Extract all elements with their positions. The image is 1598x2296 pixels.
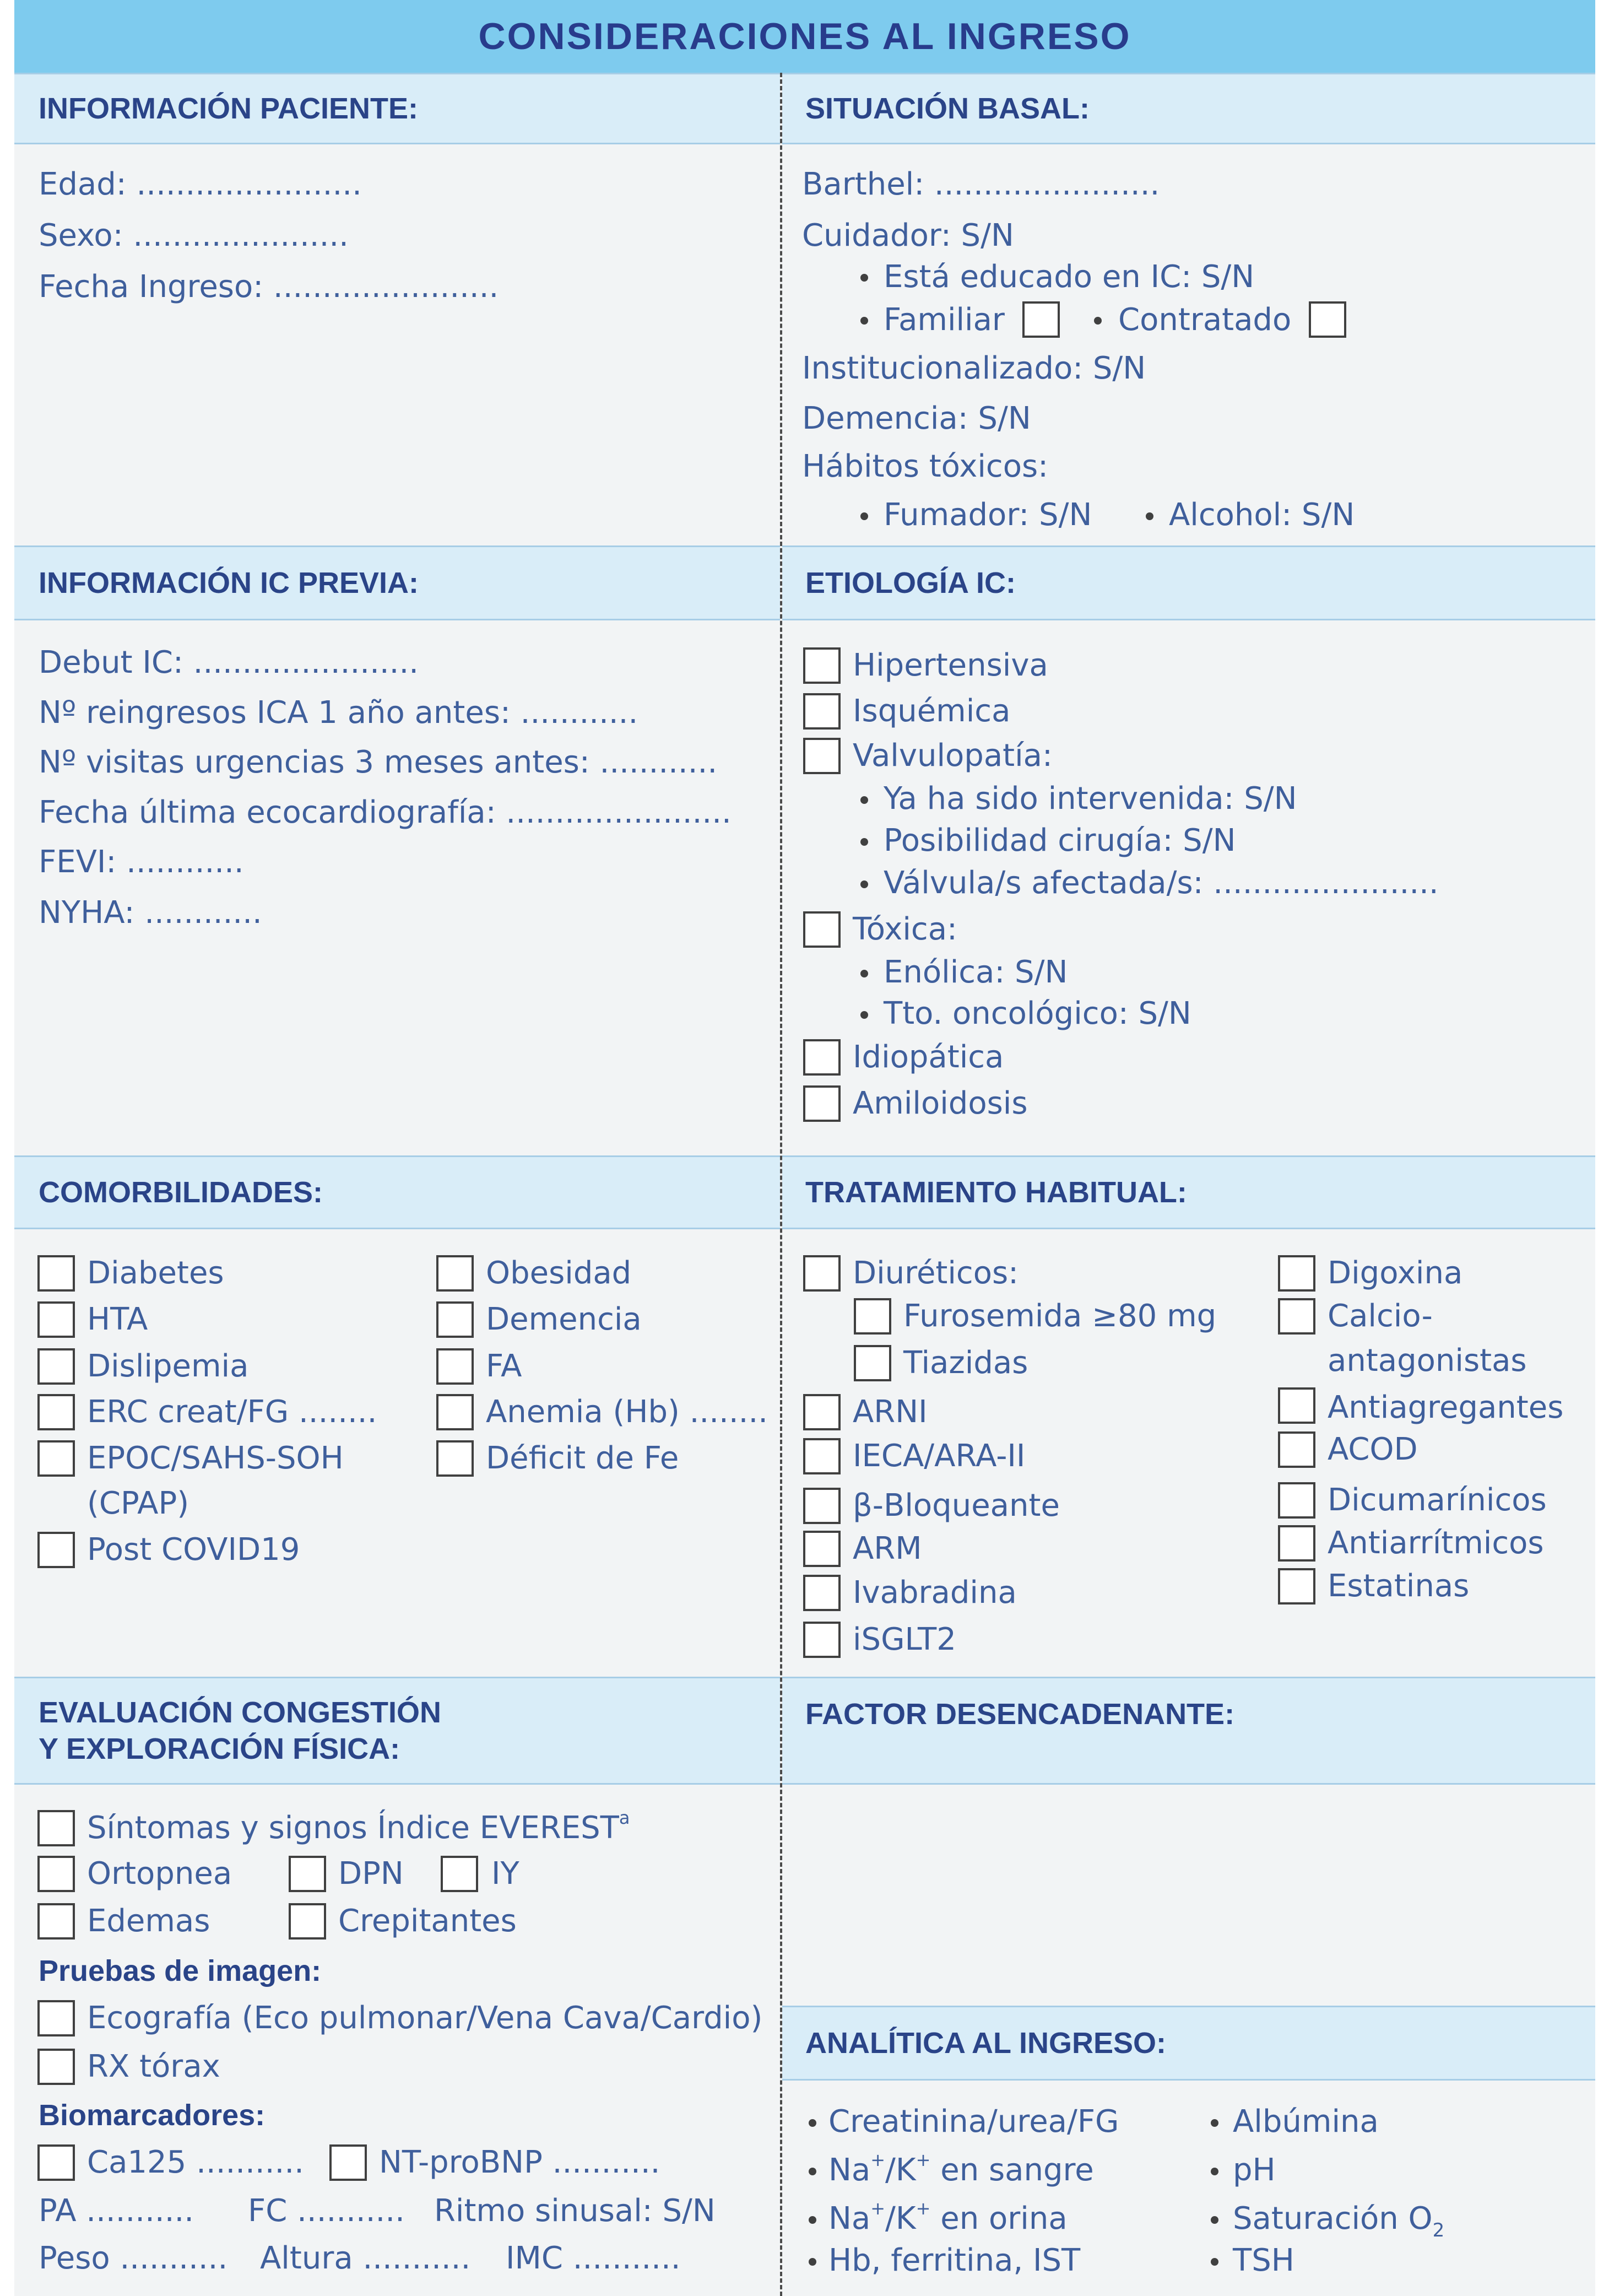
arni-label: ARNI — [853, 1394, 928, 1430]
bullet-icon — [809, 2168, 816, 2175]
iron-deficit-checkbox[interactable] — [436, 1440, 474, 1477]
obesity-checkbox[interactable] — [436, 1255, 474, 1292]
bullet-icon — [1211, 2168, 1218, 2175]
calcium-antagonists-checkbox[interactable] — [1278, 1298, 1315, 1335]
idiopathic-label: Idiopática — [853, 1039, 1004, 1075]
amyloidosis-label: Amiloidosis — [853, 1085, 1028, 1121]
antiplatelets-label: Antiagregantes — [1328, 1390, 1564, 1425]
edema-checkbox[interactable] — [37, 1903, 75, 1940]
iy-label: IY — [491, 1856, 519, 1892]
orthopnea-checkbox[interactable] — [37, 1856, 75, 1892]
valves-affected-field[interactable]: Válvula/s afectada/s: ....................... — [884, 865, 1439, 901]
hired-checkbox[interactable] — [1309, 301, 1346, 338]
arm-label: ARM — [853, 1531, 922, 1566]
educated-field[interactable]: Está educado en IC: S/N — [884, 259, 1255, 295]
bullet-icon — [860, 1011, 868, 1019]
oncologic-field[interactable]: Tto. oncológico: S/N — [884, 996, 1191, 1031]
antiarrhythmics-label: Antiarrítmicos — [1328, 1525, 1544, 1561]
cpap-label: (CPAP) — [87, 1485, 189, 1521]
calcium-antagonists-label-1: Calcio- — [1328, 1298, 1433, 1334]
hb-label: Hb, ferritina, IST — [828, 2243, 1081, 2278]
admission-date-field[interactable]: Fecha Ingreso: ....................... — [39, 269, 499, 305]
ultrasound-label: Ecografía (Eco pulmonar/Vena Cava/Cardio) — [87, 2000, 763, 2036]
statins-checkbox[interactable] — [1278, 1568, 1315, 1605]
thiazides-label: Tiazidas — [903, 1345, 1028, 1381]
family-label: Familiar — [884, 302, 1005, 338]
ca125-checkbox[interactable] — [37, 2144, 75, 2181]
anemia-checkbox[interactable] — [436, 1394, 474, 1430]
already-operated-field[interactable]: Ya ha sido intervenida: S/N — [884, 781, 1297, 817]
bullet-icon — [1211, 2119, 1218, 2127]
amyloidosis-checkbox[interactable] — [803, 1085, 841, 1122]
enolic-field[interactable]: Enólica: S/N — [884, 954, 1068, 990]
surgery-possible-field[interactable]: Posibilidad cirugía: S/N — [884, 823, 1236, 858]
furosemide-label: Furosemida ≥80 mg — [903, 1298, 1217, 1334]
digoxin-checkbox[interactable] — [1278, 1255, 1315, 1292]
bullet-icon — [860, 274, 868, 282]
dyslipidemia-label: Dislipemia — [87, 1348, 249, 1384]
ph-label: pH — [1233, 2152, 1276, 2188]
ivabradine-label: Ivabradina — [853, 1575, 1017, 1611]
nyha-field[interactable]: NYHA: ............ — [39, 895, 262, 931]
labs-header: ANALÍTICA AL INGRESO: — [782, 2006, 1595, 2081]
dpn-label: DPN — [338, 1856, 404, 1892]
isglt2-label: iSGLT2 — [853, 1622, 956, 1657]
statins-label: Estatinas — [1328, 1568, 1470, 1604]
form-title: CONSIDERACIONES AL INGRESO — [14, 0, 1595, 73]
hired-label: Contratado — [1118, 302, 1292, 338]
edema-label: Edemas — [87, 1903, 210, 1939]
age-field[interactable]: Edad: ....................... — [39, 166, 362, 202]
calcium-antagonists-label-2: antagonistas — [1328, 1343, 1527, 1379]
imaging-label: Pruebas de imagen: — [39, 1954, 322, 1987]
epoc-label: EPOC/SAHS-SOH — [87, 1440, 344, 1476]
debut-field[interactable]: Debut IC: ....................... — [39, 645, 419, 680]
hta-checkbox[interactable] — [37, 1301, 75, 1338]
er-visits-field[interactable]: Nº visitas urgencias 3 meses antes: ............ — [39, 744, 718, 780]
institutionalized-field[interactable]: Institucionalizado: S/N — [802, 350, 1146, 386]
barthel-field[interactable]: Barthel: ....................... — [802, 166, 1160, 202]
arni-checkbox[interactable] — [803, 1394, 841, 1430]
hta-label: HTA — [87, 1301, 148, 1337]
ultrasound-checkbox[interactable] — [37, 2000, 75, 2036]
bullet-icon — [809, 2258, 816, 2266]
pa-field[interactable]: PA ........... — [39, 2193, 194, 2229]
hypertensive-label: Hipertensiva — [853, 647, 1048, 683]
readmissions-field[interactable]: Nº reingresos ICA 1 año antes: ............ — [39, 695, 638, 731]
anemia-label: Anemia (Hb) ........ — [486, 1394, 768, 1430]
last-echo-field[interactable]: Fecha última ecocardiografía: ....................... — [39, 795, 732, 830]
af-checkbox[interactable] — [436, 1348, 474, 1385]
erc-label: ERC creat/FG ........ — [87, 1394, 377, 1430]
diabetes-checkbox[interactable] — [37, 1255, 75, 1292]
everest-superscript: a — [619, 1807, 630, 1828]
arm-checkbox[interactable] — [803, 1531, 841, 1567]
crackles-checkbox[interactable] — [289, 1903, 326, 1940]
diuretics-label: Diuréticos: — [853, 1255, 1019, 1291]
toxic-label: Tóxica: — [853, 911, 957, 947]
antiarrhythmics-checkbox[interactable] — [1278, 1525, 1315, 1562]
caregiver-field[interactable]: Cuidador: S/N — [802, 218, 1014, 253]
beta-blocker-label: β-Bloqueante — [853, 1488, 1060, 1524]
tsh-label: TSH — [1233, 2243, 1294, 2278]
patient-info-header: INFORMACIÓN PACIENTE: — [14, 73, 780, 144]
coumarins-label: Dicumarínicos — [1328, 1482, 1547, 1518]
dpn-checkbox[interactable] — [289, 1856, 326, 1892]
o2-sat-label: Saturación $O_2$ — [1233, 2201, 1445, 2241]
bullet-icon — [809, 2119, 816, 2127]
height-field[interactable]: Altura ........... — [260, 2240, 471, 2276]
everest-label: Síntomas y signos Índice EVEREST$^a$ — [87, 1807, 630, 1846]
dementia-field[interactable]: Demencia: S/N — [802, 401, 1031, 436]
bullet-icon — [860, 512, 868, 520]
valvular-checkbox[interactable] — [803, 738, 841, 774]
coumarins-checkbox[interactable] — [1278, 1482, 1315, 1519]
albumin-label: Albúmina — [1233, 2104, 1379, 2140]
iron-deficit-label: Déficit de Fe — [486, 1440, 679, 1476]
toxic-habits-label: Hábitos tóxicos: — [802, 449, 1049, 484]
bullet-icon — [1094, 317, 1102, 325]
fevi-field[interactable]: FEVI: ............ — [39, 844, 244, 880]
acod-checkbox[interactable] — [1278, 1431, 1315, 1468]
bullet-icon — [860, 838, 868, 846]
etiology-header: ETIOLOGÍA IC: — [782, 545, 1595, 620]
isglt2-checkbox[interactable] — [803, 1622, 841, 1658]
xray-checkbox[interactable] — [37, 2049, 75, 2085]
xray-label: RX tórax — [87, 2049, 220, 2084]
alcohol-field[interactable]: Alcohol: S/N — [1169, 497, 1355, 533]
family-checkbox[interactable] — [1022, 301, 1060, 338]
treatment-header: TRATAMIENTO HABITUAL: — [782, 1155, 1595, 1229]
form-sheet — [14, 0, 1595, 2296]
ntprobnp-label: NT-proBNP ........... — [379, 2144, 660, 2180]
dementia-checkbox[interactable] — [436, 1301, 474, 1338]
na-k-blood-label: Na+/K+ en sangre — [828, 2149, 1094, 2188]
hypertensive-checkbox[interactable] — [803, 647, 841, 684]
diabetes-label: Diabetes — [87, 1255, 224, 1291]
rhythm-field[interactable]: Ritmo sinusal: S/N — [434, 2193, 716, 2229]
bullet-icon — [860, 880, 868, 888]
dementia-label: Demencia — [486, 1301, 642, 1337]
furosemide-checkbox[interactable] — [854, 1298, 891, 1335]
ischemic-label: Isquémica — [853, 693, 1011, 729]
bullet-icon — [860, 317, 868, 325]
digoxin-label: Digoxina — [1328, 1255, 1463, 1291]
diuretics-checkbox[interactable] — [803, 1255, 841, 1292]
ca125-label: Ca125 ........... — [87, 2144, 304, 2180]
everest-checkbox[interactable] — [37, 1810, 75, 1846]
iy-checkbox[interactable] — [441, 1856, 478, 1892]
bullet-icon — [1211, 2258, 1218, 2266]
erc-checkbox[interactable] — [37, 1394, 75, 1430]
idiopathic-checkbox[interactable] — [803, 1039, 841, 1076]
baseline-header: SITUACIÓN BASAL: — [782, 73, 1595, 144]
fc-field[interactable]: FC ........... — [248, 2193, 405, 2229]
epoc-checkbox[interactable] — [37, 1440, 75, 1477]
comorbidities-header: COMORBILIDADES: — [14, 1155, 780, 1229]
ntprobnp-checkbox[interactable] — [329, 2144, 367, 2181]
af-label: FA — [486, 1348, 522, 1384]
trigger-header: FACTOR DESENCADENANTE: — [782, 1677, 1595, 1785]
sex-field[interactable]: Sexo: ...................... — [39, 218, 349, 253]
na-k-urine-label: Na+/K+ en orina — [828, 2198, 1068, 2236]
bullet-icon — [1211, 2216, 1218, 2224]
covid-label: Post COVID19 — [87, 1532, 300, 1568]
bullet-icon — [860, 970, 868, 977]
orthopnea-label: Ortopnea — [87, 1856, 232, 1892]
weight-field[interactable]: Peso ........... — [39, 2240, 228, 2276]
beta-blocker-checkbox[interactable] — [803, 1488, 841, 1524]
prior-hf-header: INFORMACIÓN IC PREVIA: — [14, 545, 780, 620]
ivabradine-checkbox[interactable] — [803, 1575, 841, 1611]
ieca-checkbox[interactable] — [803, 1438, 841, 1474]
creatinine-label: Creatinina/urea/FG — [828, 2104, 1119, 2140]
bullet-icon — [809, 2216, 816, 2224]
crackles-label: Crepitantes — [338, 1903, 517, 1939]
biomarkers-label: Biomarcadores: — [39, 2099, 266, 2132]
congestion-header: EVALUACIÓN CONGESTIÓN Y EXPLORACIÓN FÍSICA: — [14, 1677, 780, 1785]
valvular-label: Valvulopatía: — [853, 738, 1053, 774]
dyslipidemia-checkbox[interactable] — [37, 1348, 75, 1385]
acod-label: ACOD — [1328, 1431, 1418, 1467]
smoker-field[interactable]: Fumador: S/N — [884, 497, 1092, 533]
toxic-checkbox[interactable] — [803, 911, 841, 948]
thiazides-checkbox[interactable] — [854, 1345, 891, 1381]
covid-checkbox[interactable] — [37, 1532, 75, 1568]
bmi-field[interactable]: IMC ........... — [506, 2240, 681, 2276]
ischemic-checkbox[interactable] — [803, 693, 841, 730]
bullet-icon — [860, 796, 868, 804]
antiplatelets-checkbox[interactable] — [1278, 1387, 1315, 1424]
bullet-icon — [1146, 512, 1153, 520]
ieca-label: IECA/ARA-II — [853, 1438, 1026, 1474]
obesity-label: Obesidad — [486, 1255, 632, 1291]
